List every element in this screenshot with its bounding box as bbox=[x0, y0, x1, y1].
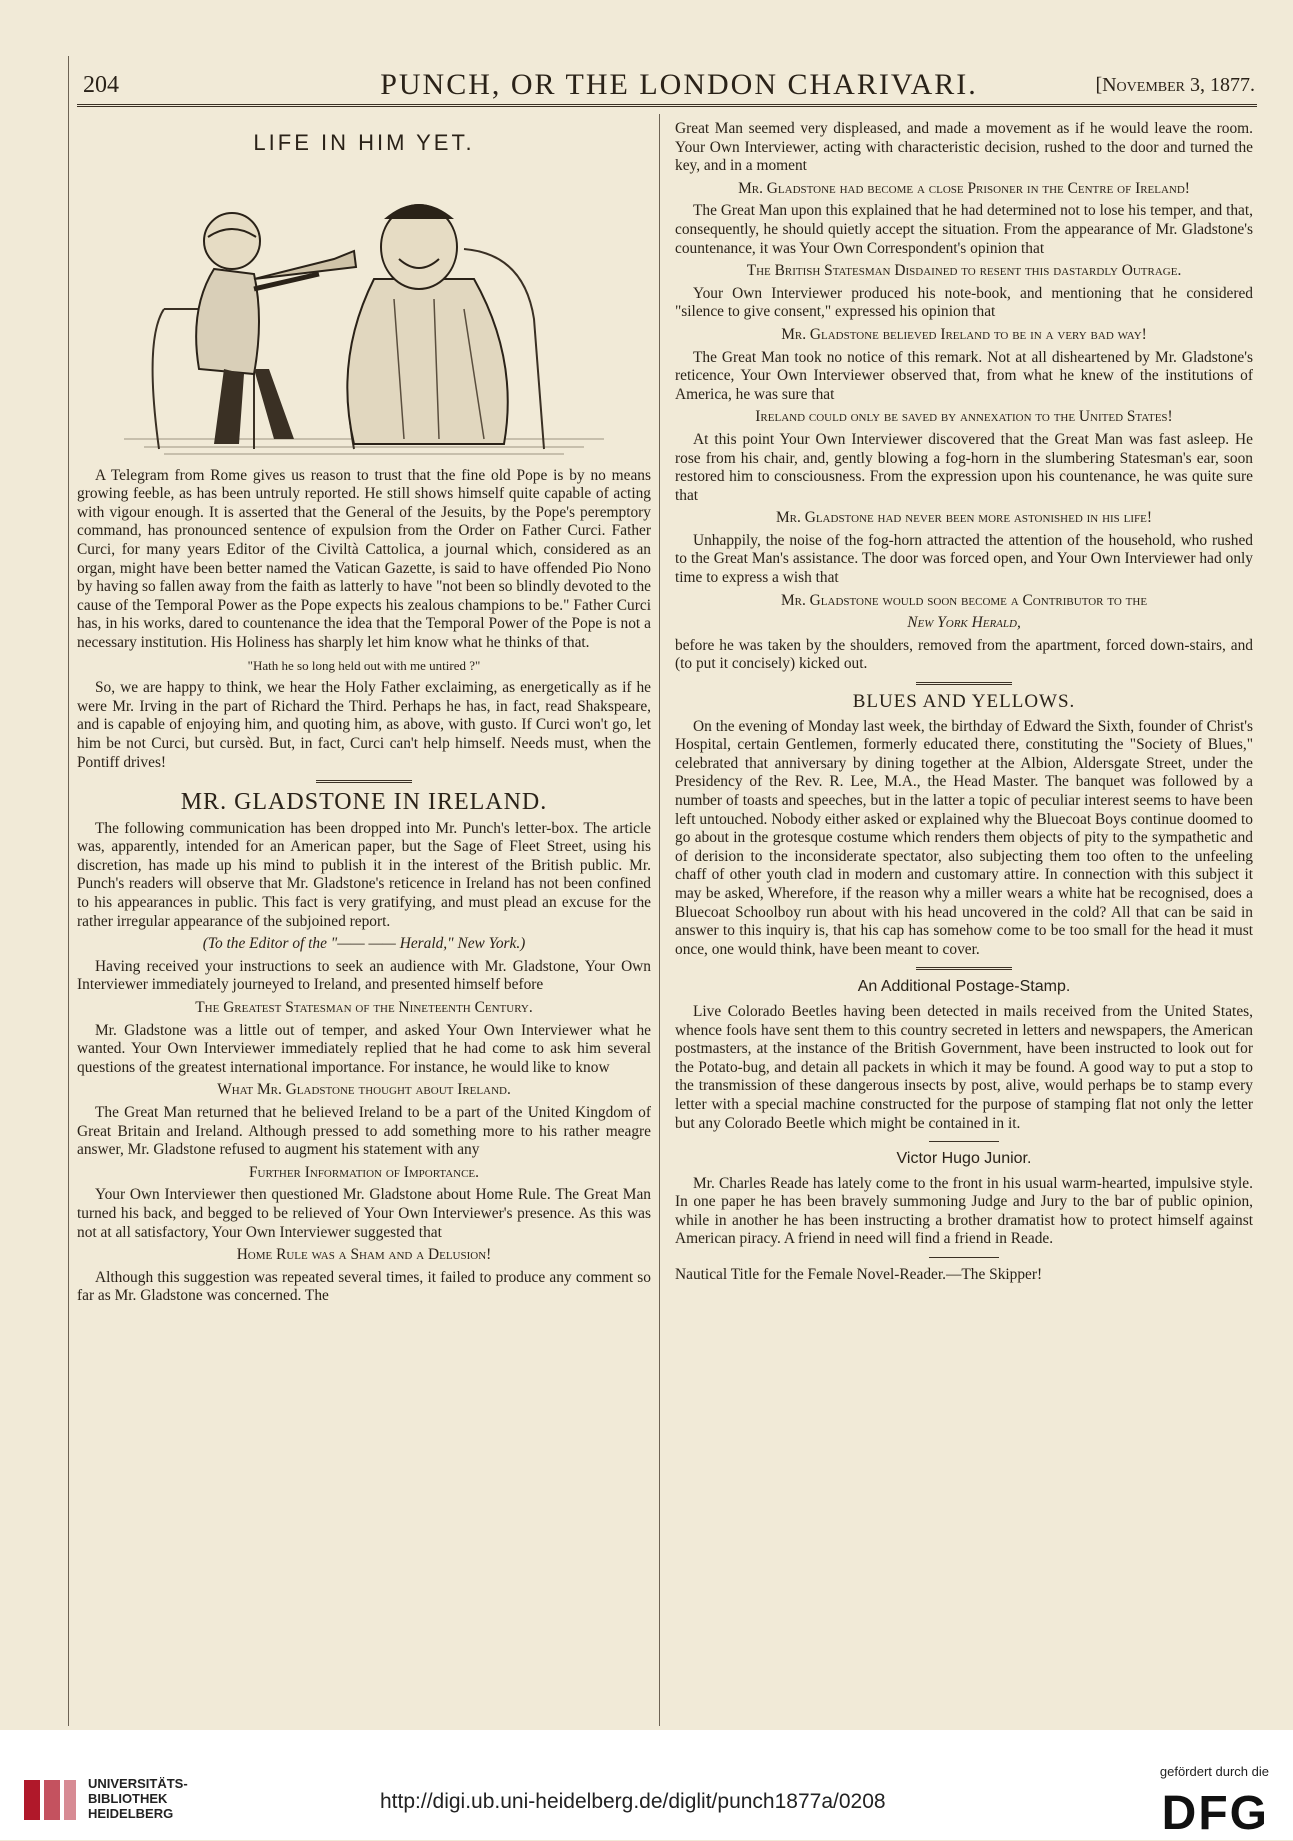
right-column bbox=[675, 120, 1253, 1287]
section-separator bbox=[916, 682, 1012, 685]
subhead: Home Rule was a Sham and a Delusion! bbox=[236, 1246, 492, 1264]
postage-heading: An Additional Postage-Stamp. bbox=[857, 978, 1071, 996]
gladstone-cont: At this point Your Own Interviewer discovered that the Great Man was fast asleep. He rose from his chair, and, gently blowing a fog-horn in the slumbering Statesman's ear, soon restored him to consciousness. From the expression upon his countenance, he was quite sure that bbox=[675, 430, 1253, 504]
digitization-footer bbox=[0, 1730, 1293, 1840]
subhead: The Greatest Statesman of the Nineteenth Century. bbox=[195, 999, 533, 1017]
subhead: Mr. Gladstone had become a close Prisoner in the Centre of Ireland! bbox=[738, 179, 1190, 197]
column-divider bbox=[659, 114, 660, 1726]
newspaper-page bbox=[68, 56, 1265, 1726]
left-column bbox=[77, 120, 651, 1308]
gladstone-cont: before he was taken by the shoulders, removed from the apartment, forced down-stairs, and (to put it concisely) kicked out. bbox=[675, 636, 1253, 673]
gladstone-para: Mr. Gladstone was a little out of temper, and asked Your Own Interviewer what he wanted. Your Own Interviewer immediately replied that he had come to ask him several questions of the greatest international importance. For instance, he would like to know bbox=[77, 1021, 651, 1076]
subhead: Mr. Gladstone had never been more astonished in his life! bbox=[776, 509, 1152, 527]
quote: "Hath he so long held out with me untired ?" bbox=[247, 657, 481, 673]
gladstone-heading: MR. GLADSTONE IN IRELAND. bbox=[180, 789, 548, 816]
hugo-heading: Victor Hugo Junior. bbox=[896, 1150, 1032, 1168]
gladstone-cont: Unhappily, the noise of the fog-horn attracted the attention of the household, who rushed to the Great Man's assistance. The door was forced open, and Your Own Interviewer had only time to express a wish that bbox=[675, 531, 1253, 587]
gladstone-para: Although this suggestion was repeated several times, it failed to produce any comment so far as Mr. Gladstone was concerned. The bbox=[77, 1268, 651, 1305]
subhead: The British Statesman Disdained to resent this dastardly Outrage. bbox=[746, 262, 1182, 280]
subhead: Further Information of Importance. bbox=[248, 1163, 480, 1181]
postage-article: Live Colorado Beetles having been detected in mails received from the United States, whence fools have sent them to this country secreted in letters and newspapers, the American postmasters, at the instance of the British Government, have been instructed to look out for the Potato-bug, and detain all packets in which it may be found. A good way to put a stop to the transmission of these dangerous insects by post, alive, would perhaps be to stamp every letter with a special machine constructed for the purpose of stamping flat not only the letter but any Colorado Beetle which might be contained in it. bbox=[675, 1002, 1253, 1132]
running-head bbox=[69, 68, 1265, 108]
article-life-in-him-yet-cont: So, we are happy to think, we hear the Holy Father exclaiming, as energetically as if he were Mr. Irving in the part of Richard the Third. Perhaps he has, in fact, read Shakspeare, and is capable of enjoying him, and quoting him, as above, with gusto. If Curci won't go, let him be not Curci, but cursèd. But, in fact, Curci can't help himself. Needs must, when the Pontiff drives! bbox=[77, 679, 651, 771]
editor-address: (To the Editor of the "—— —— Herald," New York.) bbox=[202, 935, 526, 953]
hugo-article: Mr. Charles Reade has lately come to the front in his usual warm-hearted, impulsive style. In one paper he has been bravely summoning Judge and Jury to the bar of public opinion, while in another he has been instructing a brother dramatist how to protect himself against American piracy. A friend in need will find a friend in Reade. bbox=[675, 1174, 1253, 1248]
gladstone-cont: The Great Man took no notice of this remark. Not at all disheartened by Mr. Gladstone's reticence, Your Own Interviewer observed that, from what he knew of the institutions of America, he was sure that bbox=[675, 348, 1253, 403]
page-number: 204 bbox=[83, 72, 119, 98]
section-separator bbox=[316, 780, 412, 783]
nautical-joke: Nautical Title for the Female Novel-Reader.—The Skipper! bbox=[675, 1266, 1043, 1284]
masthead: PUNCH, OR THE LONDON CHARIVARI. bbox=[380, 68, 978, 101]
section-separator bbox=[916, 967, 1012, 970]
gladstone-cont: Your Own Interviewer produced his note-book, and mentioning that he considered "silence to give consent," expressed his opinion that bbox=[675, 284, 1253, 321]
cartoon-title: LIFE IN HIM YET. bbox=[253, 130, 475, 155]
gladstone-cont: Great Man seemed very displeased, and made a movement as if he would leave the room. Your Own Interviewer, acting with characteristic decision, rushed to the door and turned the key, and in a moment bbox=[675, 120, 1253, 175]
header-rule bbox=[77, 104, 1257, 107]
gladstone-intro: The following communication has been dropped into Mr. Punch's letter-box. The article was, apparently, intended for an American paper, but the Sage of Fleet Street, using his discretion, has made up his mind to publish it in the interest of the British public. Mr. Punch's readers will observe that Mr. Gladstone's reticence in Ireland has not been confined to his appearances in public. This fact is very gratifying, and must plead an excuse for the rather irregular appearance of the subjoined report. bbox=[77, 819, 651, 930]
article-life-in-him-yet: A Telegram from Rome gives us reason to trust that the fine old Pope is by no means growing feeble, as has been untruly reported. He still shows himself quite capable of acting with vigour enough. It is asserted that the General of the Jesuits, by the Pope's peremptory command, has pronounced sentence of expulsion from the Order on Father Curci. Father Curci, for many years Editor of the Civiltà Cattolica, a journal which, considered as an organ, might have been better named the Vatican Gazette, is said to have offended Pio Nono by having so fallen away from the faith as latterly to have "not been so blindly devoted to the cause of the Temporal Power as the Pope expects his zealous champions to be." Father Curci has, in his works, dared to countenance the idea that the Temporal Power of the Pope is not a necessary institution. His Holiness has sharply let him know what he thinks of that. bbox=[77, 466, 651, 651]
gladstone-para: Your Own Interviewer then questioned Mr. Gladstone about Home Rule. The Great Man turned his back, and begged to be relieved of Your Own Interviewer's presence. As this was not at all satisfactory, Your Own Interviewer suggested that bbox=[77, 1186, 651, 1241]
blues-heading: BLUES AND YELLOWS. bbox=[852, 691, 1076, 713]
university-logo-icon bbox=[22, 1776, 78, 1824]
subhead: Ireland could only be saved by annexation to the United States! bbox=[755, 408, 1173, 426]
gladstone-para: The Great Man returned that he believed Ireland to be a part of the United Kingdom of Great Britain and Ireland. Although pressed to add something more to his rather meagre answer, Mr. Gladstone refused to augment his statement with any bbox=[77, 1104, 651, 1159]
dfg-logo: DFG bbox=[1161, 1787, 1269, 1840]
university-name: UNIVERSITÄTS- BIBLIOTHEK HEIDELBERG bbox=[88, 1776, 188, 1821]
gladstone-cont: The Great Man upon this explained that he had determined not to lose his temper, and that, consequently, he should quietly accept the situation. From the appearance of Mr. Gladstone's countenance, it was Your Own Correspondent's opinion that bbox=[675, 202, 1253, 257]
cartoon-illustration bbox=[104, 159, 624, 459]
section-separator bbox=[929, 1257, 999, 1258]
funded-by-label: gefördert durch die bbox=[1159, 1764, 1269, 1779]
subhead: Mr. Gladstone would soon become a Contributor to the bbox=[780, 591, 1148, 609]
blues-article: On the evening of Monday last week, the birthday of Edward the Sixth, founder of Christ's Hospital, certain Gentlemen, formerly educated there, constituting the "Society of Blues," celebrated that anniversary by dining together at the Albion, Aldersgate Street, under the Presidency of the Rev. R. Lee, M.A., the Head Master. The banquet was followed by a number of toasts and speeches, but in the latter a topic of peculiar interest seems to have been left untouched. Nobody either asked or explained why the Bluecoat Boys continue doomed to go about in the grotesque costume which renders them objects of pity to the sympathetic and of derision to the inconsiderate spectator, also subjecting them too often to the unfeeling chaff of other youth clad in modern and customary attire. In connection with this subject it may be asked, Wherefore, if the reason why a miller wears a white hat be recognised, does a Bluecoat Schoolboy run about with his head uncovered in the cold? All that can be said in answer to this inquiry is, that his cap has somehow come to be too small for the head it must once, one would think, have been meant to cover. bbox=[675, 717, 1253, 958]
issue-date: [November 3, 1877. bbox=[1095, 74, 1255, 96]
source-url-link[interactable]: http://digi.ub.uni-heidelberg.de/diglit/punch1877a/0208 bbox=[380, 1790, 886, 1813]
subhead: What Mr. Gladstone thought about Ireland. bbox=[217, 1081, 511, 1099]
gladstone-para: Having received your instructions to seek an audience with Mr. Gladstone, Your Own Interviewer immediately journeyed to Ireland, and presented himself before bbox=[77, 957, 651, 994]
subhead: Mr. Gladstone believed Ireland to be in a very bad way! bbox=[781, 325, 1147, 343]
subhead: New York Herald, bbox=[907, 614, 1021, 632]
section-separator bbox=[929, 1141, 999, 1142]
